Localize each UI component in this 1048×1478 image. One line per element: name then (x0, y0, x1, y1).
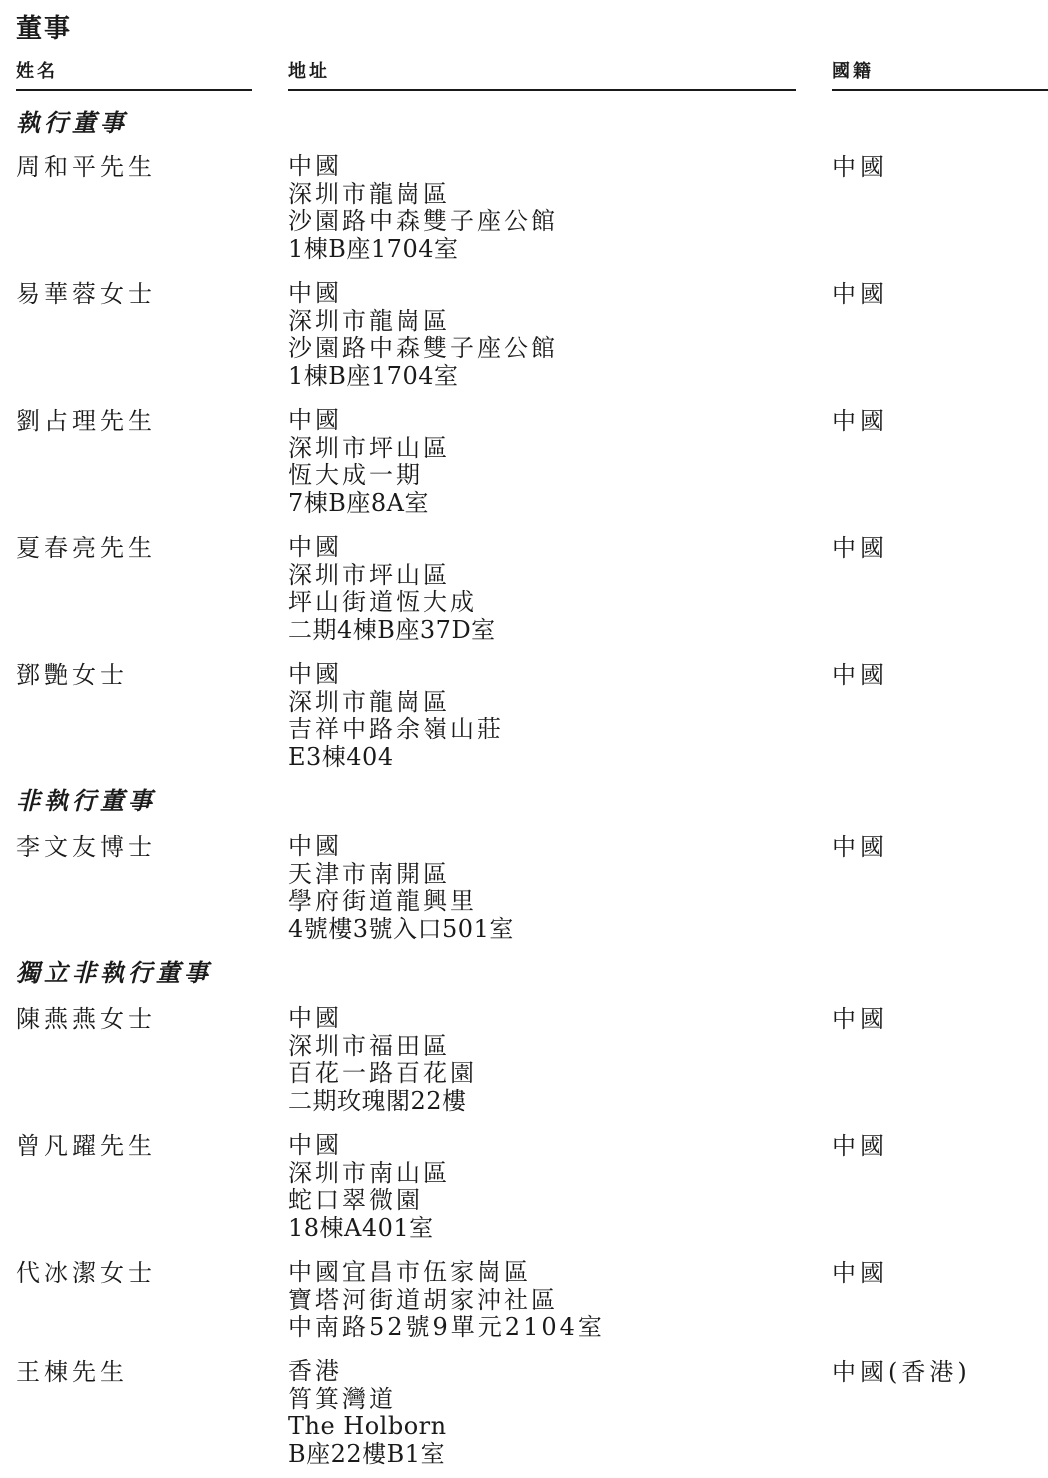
address-line: 深圳市龍崗區 (288, 179, 450, 208)
director-name: 易華蓉女士 (16, 280, 156, 308)
address-line: 筲箕灣道 (288, 1384, 396, 1413)
address-line: 沙園路中森雙子座公館 (288, 207, 558, 235)
director-address (288, 1005, 808, 1115)
director-name: 李文友博士 (16, 833, 156, 861)
address-line: 天津市南開區 (288, 859, 450, 888)
director-address (288, 1259, 808, 1342)
address-line: 中國 (288, 406, 342, 434)
address-line: 中國 (288, 832, 342, 860)
column-header-name: 姓名 (16, 62, 252, 91)
section-heading-independent: 獨立非執行董事 (16, 958, 212, 987)
address-line: 百花一路百花園 (288, 1059, 477, 1087)
address-line: 坪山街道恆大成 (288, 588, 477, 616)
address-line: 1棟B座1704室 (288, 234, 459, 263)
director-nationality: 中國 (832, 407, 888, 435)
director-name: 王棟先生 (16, 1358, 128, 1386)
address-line: 寶塔河街道胡家沖社區 (288, 1285, 558, 1314)
director-nationality: 中國 (832, 1259, 888, 1287)
address-line: 深圳市福田區 (288, 1031, 450, 1060)
address-line: 深圳市龍崗區 (288, 687, 450, 716)
address-line: 中南路52號9單元2104室 (288, 1313, 605, 1341)
address-line: 中國 (288, 533, 342, 561)
address-line: B座22樓B1室 (288, 1439, 446, 1468)
director-address (288, 1132, 808, 1242)
director-address (288, 153, 808, 263)
address-line: 香港 (288, 1357, 342, 1385)
director-nationality: 中國 (832, 661, 888, 689)
section-heading-executive: 執行董事 (16, 108, 128, 137)
director-nationality: 中國 (832, 1005, 888, 1033)
director-address (288, 280, 808, 390)
address-line: 深圳市南山區 (288, 1158, 450, 1187)
address-line: 深圳市龍崗區 (288, 306, 450, 335)
director-name: 周和平先生 (16, 153, 156, 181)
director-nationality: 中國 (832, 534, 888, 562)
director-name: 鄧艷女士 (16, 661, 128, 689)
director-nationality: 中國(香港) (832, 1358, 971, 1386)
director-nationality: 中國 (832, 833, 888, 861)
director-address (288, 534, 808, 644)
page-title: 董事 (16, 14, 73, 44)
address-line: 4號樓3號入口501室 (288, 914, 514, 943)
address-line: 中國 (288, 279, 342, 307)
address-line: 恆大成一期 (288, 461, 423, 489)
address-line: The Holborn (288, 1412, 447, 1440)
column-header-address: 地址 (288, 62, 796, 91)
address-line: 1棟B座1704室 (288, 361, 459, 390)
address-line: 7棟B座8A室 (288, 488, 430, 517)
address-line: 吉祥中路余嶺山莊 (288, 715, 504, 743)
address-line: 深圳市坪山區 (288, 433, 450, 462)
address-line: E3棟404 (288, 742, 394, 771)
section-heading-non-executive: 非執行董事 (16, 786, 156, 815)
address-line: 深圳市坪山區 (288, 560, 450, 589)
director-name: 陳燕燕女士 (16, 1005, 156, 1033)
address-line: 二期4棟B座37D室 (288, 615, 496, 644)
address-line: 中國 (288, 1131, 342, 1159)
director-address (288, 407, 808, 517)
address-line: 學府街道龍興里 (288, 887, 477, 915)
director-name: 劉占理先生 (16, 407, 156, 435)
director-name: 曾凡躍先生 (16, 1132, 156, 1160)
address-line: 中國宜昌市伍家崗區 (288, 1258, 531, 1286)
director-address (288, 1358, 808, 1468)
director-nationality: 中國 (832, 280, 888, 308)
director-nationality: 中國 (832, 1132, 888, 1160)
address-line: 二期玫瑰閣22樓 (288, 1086, 467, 1115)
address-line: 蛇口翠微園 (288, 1186, 423, 1214)
address-line: 18棟A401室 (288, 1213, 434, 1242)
address-line: 中國 (288, 152, 342, 180)
director-address (288, 833, 808, 943)
address-line: 沙園路中森雙子座公館 (288, 334, 558, 362)
director-address (288, 661, 808, 771)
address-line: 中國 (288, 1004, 342, 1032)
director-name: 代冰潔女士 (16, 1259, 156, 1287)
director-name: 夏春亮先生 (16, 534, 156, 562)
director-nationality: 中國 (832, 153, 888, 181)
address-line: 中國 (288, 660, 342, 688)
column-header-nationality: 國籍 (832, 62, 1048, 91)
